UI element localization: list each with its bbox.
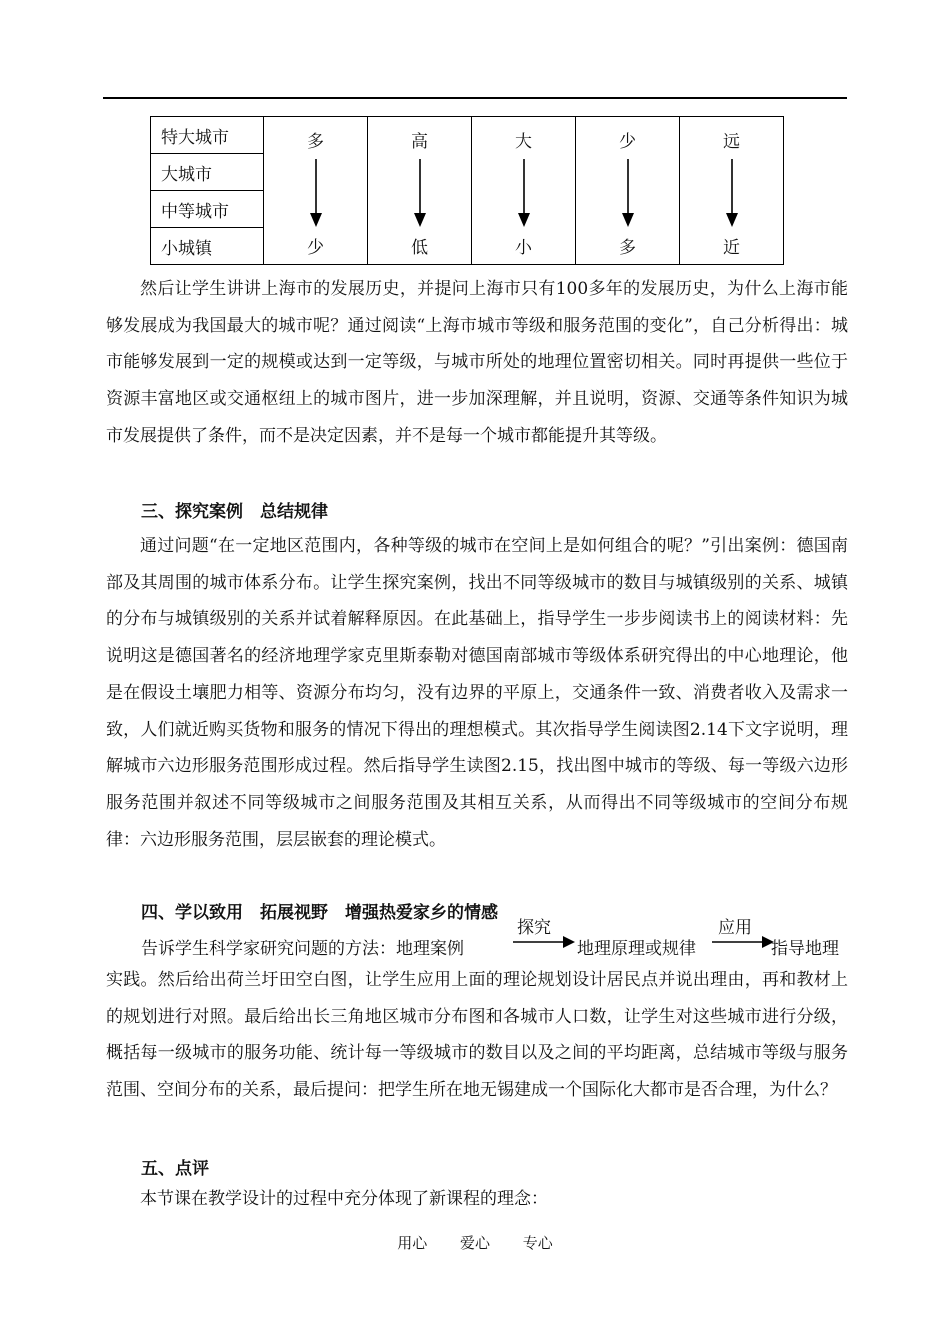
down-arrow-icon xyxy=(621,159,635,227)
column-top: 高 xyxy=(411,132,428,152)
down-arrow-icon xyxy=(309,159,323,227)
row-label: 大城市 xyxy=(151,154,264,191)
footer-word: 专心 xyxy=(522,1234,553,1252)
arrow-label-explore: 探究 xyxy=(517,918,551,938)
column-bottom: 多 xyxy=(619,238,636,258)
footer-word: 用心 xyxy=(397,1234,428,1252)
page-footer xyxy=(0,1232,950,1253)
down-arrow-icon xyxy=(517,159,531,227)
down-arrow-icon xyxy=(413,159,427,227)
method-suffix: 指导地理 xyxy=(771,939,839,959)
column-top: 多 xyxy=(307,132,324,152)
right-arrow-icon xyxy=(513,935,575,949)
column-level xyxy=(368,117,472,265)
paragraph-application: 实践。然后给出荷兰圩田空白图，让学生应用上面的理论规划设计居民点并说出理由，再和教材上的规划进行对照。最后给出长三角地区城市分布图和各城市人口数，让学生对这些城市进行分级，概括每一级城市的服务功能、统计每一等级城市的数目以及之间的平均距离，总结城市等级与服务范围、空间分布的关系，最后提问：把学生所在地无锡建成一个国际化大都市是否合理，为什么？ xyxy=(106,970,848,1101)
column-quantity xyxy=(264,117,368,265)
down-arrow-icon xyxy=(725,159,739,227)
column-top: 大 xyxy=(515,132,532,152)
footer-word: 爱心 xyxy=(459,1234,490,1252)
paragraph-review: 本节课在教学设计的过程中充分体现了新课程的理念： xyxy=(140,1189,548,1209)
method-middle: 地理原理或规律 xyxy=(577,939,696,959)
column-bottom: 低 xyxy=(411,238,428,258)
right-arrow-icon xyxy=(712,935,774,949)
method-prefix: 告诉学生科学家研究问题的方法：地理案例 xyxy=(141,939,464,959)
column-bottom: 小 xyxy=(515,238,532,258)
column-range xyxy=(472,117,576,265)
row-label: 中等城市 xyxy=(151,191,264,228)
section-heading-5: 五、点评 xyxy=(141,1159,209,1179)
column-top: 少 xyxy=(619,132,636,152)
section-heading-4: 四、学以致用 拓展视野 增强热爱家乡的情感 xyxy=(141,903,498,923)
header-rule xyxy=(103,97,847,99)
column-top: 远 xyxy=(723,132,740,152)
column-distance xyxy=(680,117,784,265)
column-bottom: 近 xyxy=(723,238,740,258)
paragraph-shanghai: 然后让学生讲讲上海市的发展历史，并提问上海市只有100多年的发展历史，为什么上海市能够发展成为我国最大的城市呢？通过阅读“上海市城市等级和服务范围的变化”，自己分析得出：城市能够发展到一定的规模或达到一定等级，与城市所处的地理位置密切相关。同时再提供一些位于资源丰富地区或交通枢纽上的城市图片，进一步加深理解，并且说明，资源、交通等条件知识为城市发展提供了条件，而不是决定因素，并不是每一个城市都能提升其等级。 xyxy=(106,279,848,446)
column-count xyxy=(576,117,680,265)
section-heading-3: 三、探究案例 总结规律 xyxy=(141,502,328,522)
row-label: 小城镇 xyxy=(151,228,264,265)
paragraph-case-study: 通过问题“在一定地区范围内，各种等级的城市在空间上是如何组合的呢？”引出案例：德国南部及其周围的城市体系分布。让学生探究案例，找出不同等级城市的数目与城镇级别的关系、城镇的分布与城镇级别的关系并试着解释原因。在此基础上，指导学生一步步阅读书上的阅读材料：先说明这是德国著名的经济地理学家克里斯泰勒对德国南部城市等级体系研究得出的中心地理论，他是在假设土壤肥力相等、资源分布均匀，没有边界的平原上，交通条件一致、消费者收入及需求一致，人们就近购买货物和服务的情况下得出的理想模式。其次指导学生阅读图2.14下文字说明，理解城市六边形服务范围形成过程。然后指导学生读图2.15，找出图中城市的等级、每一等级六边形服务范围并叙述不同等级城市之间服务范围及其相互关系，从而得出不同等级城市的空间分布规律：六边形服务范围，层层嵌套的理论模式。 xyxy=(106,536,848,850)
arrow-label-apply: 应用 xyxy=(718,918,752,938)
city-grade-table xyxy=(150,116,784,265)
row-label: 特大城市 xyxy=(151,117,264,154)
column-bottom: 少 xyxy=(307,238,324,258)
